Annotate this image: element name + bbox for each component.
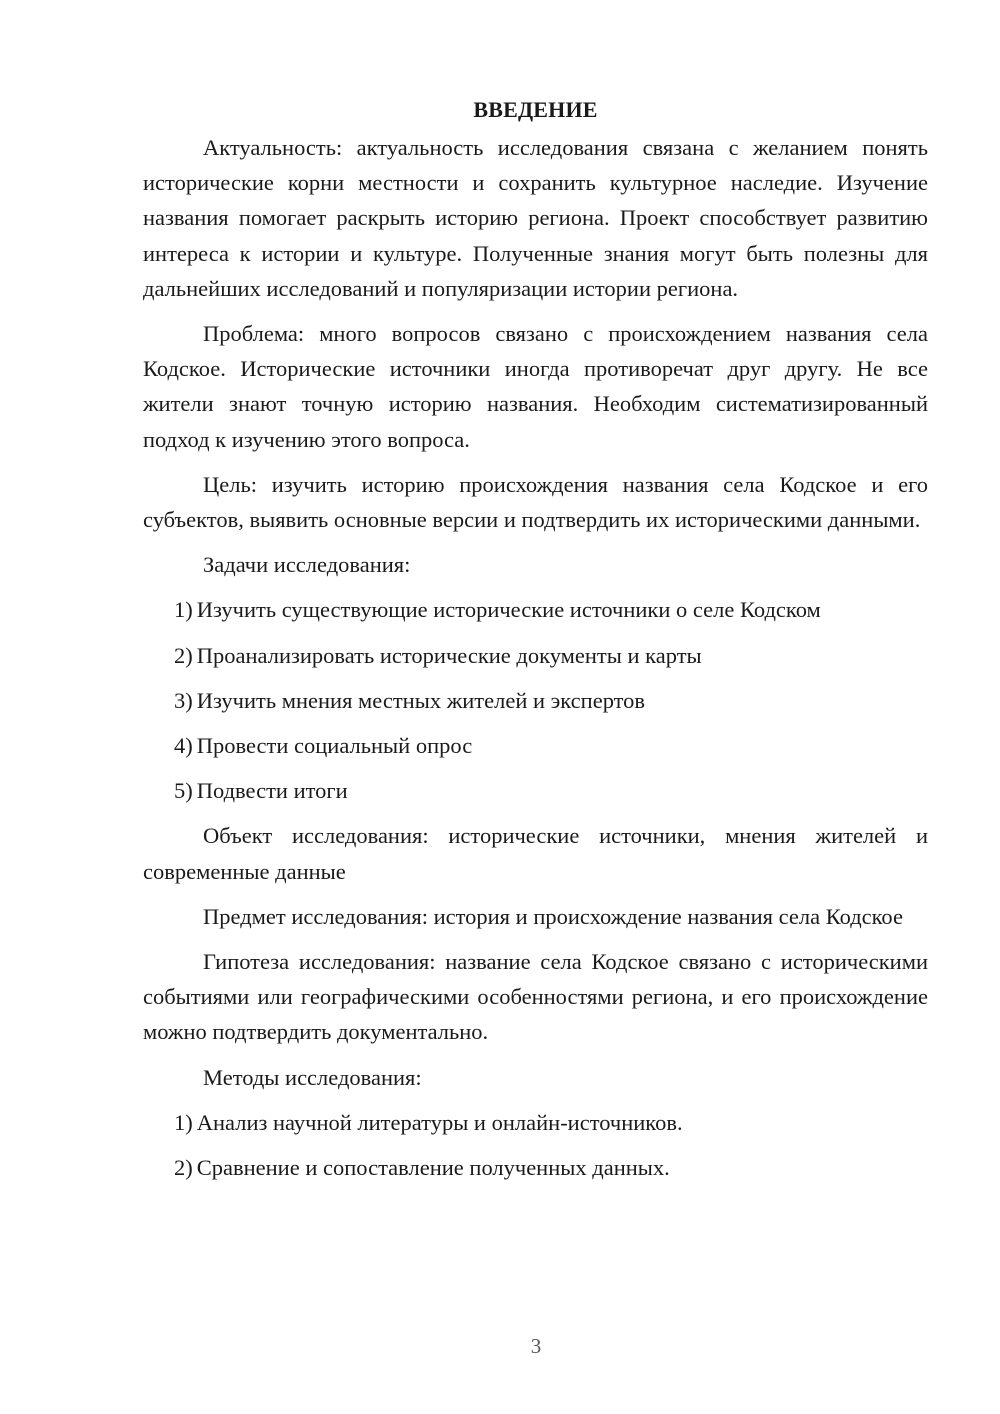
list-item-number: 1) xyxy=(174,597,193,623)
list-item-text: Подвести итоги xyxy=(196,778,348,804)
paragraph-goal: Цель: изучить историю происхождения названия села Кодское и его субъектов, выявить основные версии и подтвердить их историческими данными. xyxy=(143,471,928,533)
list-item-number: 3) xyxy=(174,687,193,713)
list-item-text: Изучить существующие исторические источники о селе Кодском xyxy=(196,597,821,623)
list-item xyxy=(143,638,928,673)
list-item-number: 2) xyxy=(174,1155,193,1181)
methods-heading: Методы исследования: xyxy=(203,1064,422,1090)
list-item-text: Сравнение и сопоставление полученных данных. xyxy=(196,1155,670,1181)
list-item-number: 4) xyxy=(174,733,193,759)
page-number: 3 xyxy=(530,1334,542,1358)
paragraph-subject: Предмет исследования: история и происхождение названия села Кодское xyxy=(203,903,903,929)
list-item-number: 5) xyxy=(174,778,193,804)
tasks-list xyxy=(143,592,928,808)
page-title: ВВЕДЕНИЕ xyxy=(473,97,598,122)
list-item-number: 2) xyxy=(174,642,193,668)
list-item xyxy=(143,1150,928,1185)
document-page xyxy=(143,96,928,1195)
list-item-text: Анализ научной литературы и онлайн-источников. xyxy=(196,1109,683,1135)
list-item-text: Проанализировать исторические документы и карты xyxy=(196,642,702,668)
methods-list xyxy=(143,1105,928,1185)
list-item-text: Изучить мнения местных жителей и экспертов xyxy=(196,687,646,713)
tasks-heading: Задачи исследования: xyxy=(203,552,411,578)
paragraph-hypothesis: Гипотеза исследования: название села Кодское связано с историческими событиями или географическими особенностями региона, и его происхождение можно подтвердить документально. xyxy=(143,949,928,1045)
list-item xyxy=(143,592,928,627)
paragraph-object: Объект исследования: исторические источники, мнения жителей и современные данные xyxy=(143,823,928,884)
list-item-number: 1) xyxy=(174,1109,193,1135)
list-item xyxy=(143,1105,928,1140)
list-item-text: Провести социальный опрос xyxy=(196,733,473,759)
list-item xyxy=(143,683,928,718)
paragraph-relevance: Актуальность: актуальность исследования связана с желанием понять исторические корни местности и сохранить культурное наследие. Изучение названия помогает раскрыть историю региона. Проект способствует развитию интереса к истории и культуре. Полученные знания могут быть полезны для дальнейших исследований и популяризации истории региона. xyxy=(143,135,928,301)
list-item xyxy=(143,728,928,763)
list-item xyxy=(143,773,928,808)
paragraph-problem: Проблема: много вопросов связано с происхождением названия села Кодское. Исторические источники иногда противоречат друг другу. Не все жители знают точную историю названия. Необходим систематизированный подход к изучению этого вопроса. xyxy=(143,321,928,452)
